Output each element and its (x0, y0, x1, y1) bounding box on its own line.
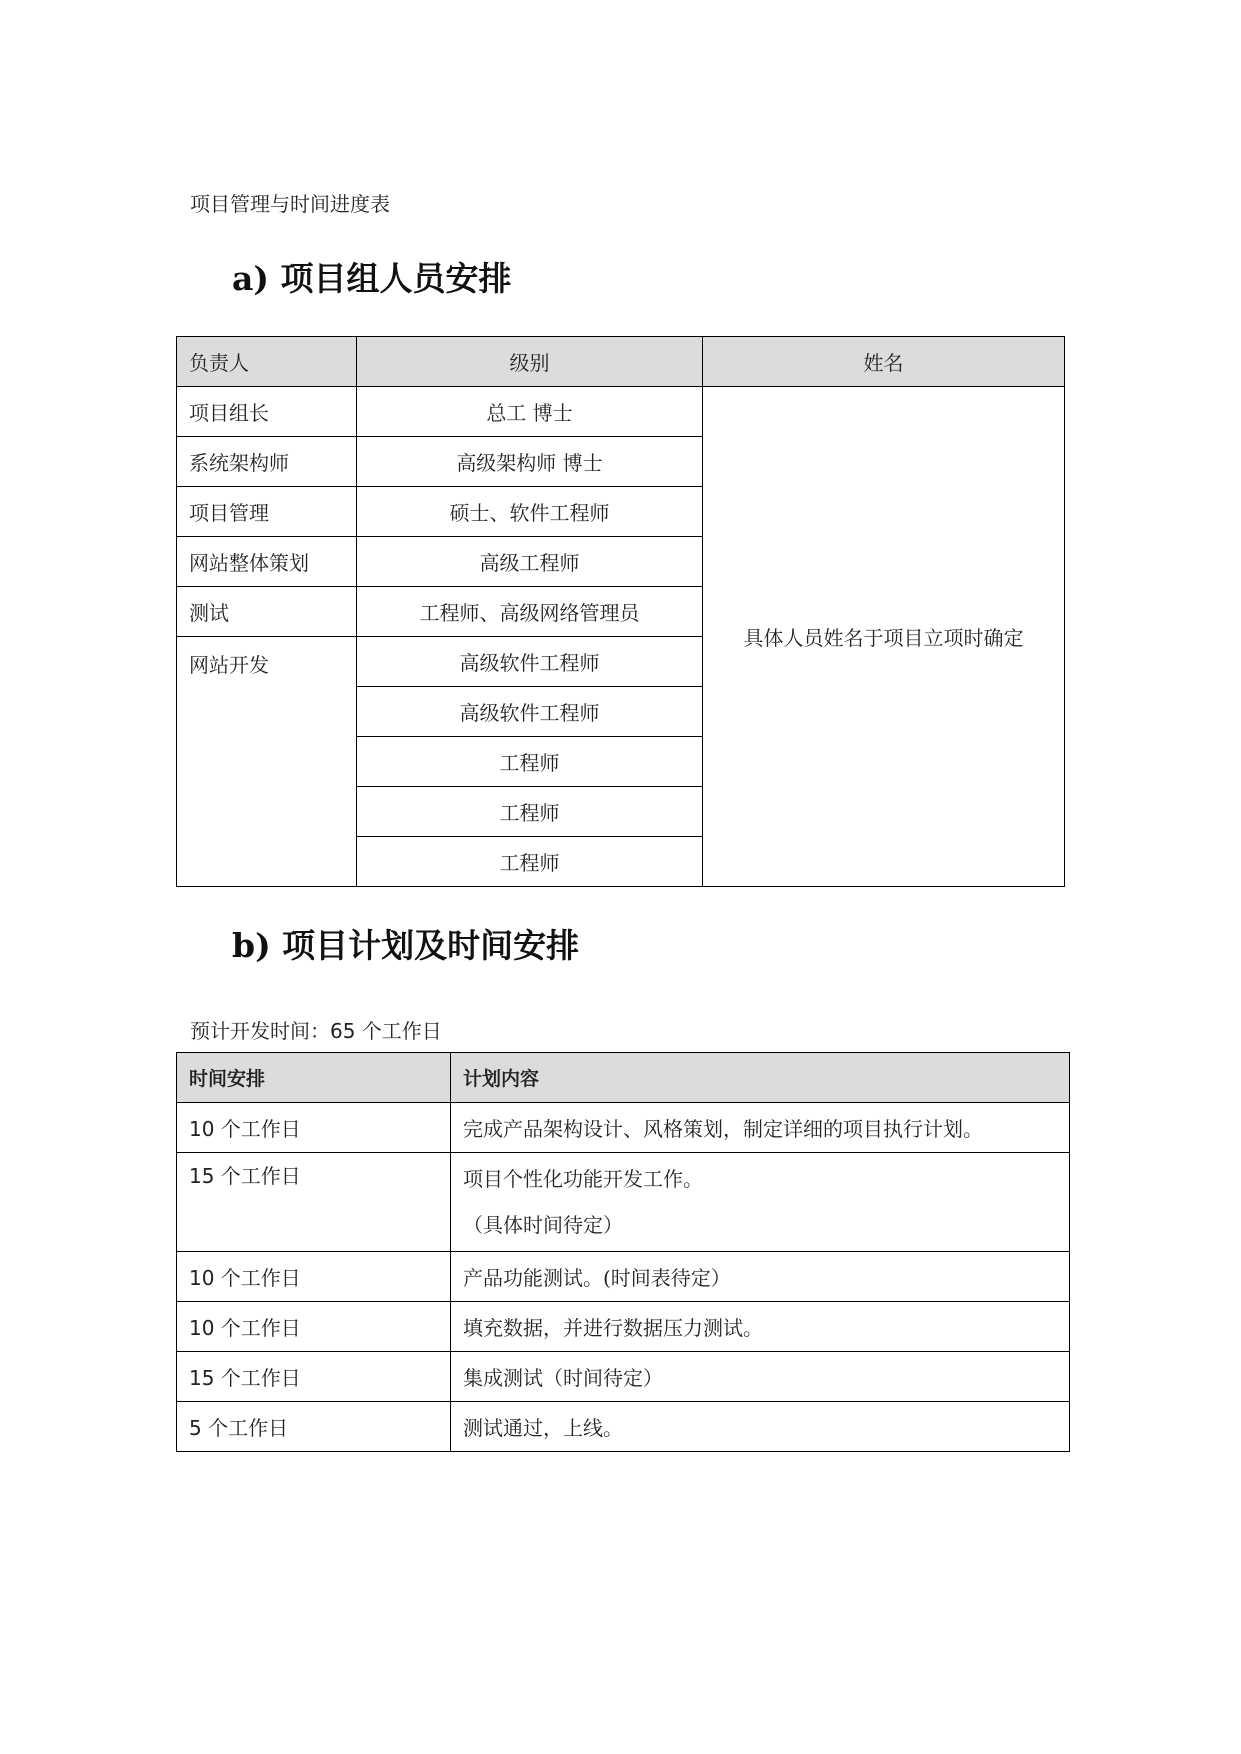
plan-table-header (177, 1053, 1070, 1103)
dev-time-label: 预计开发时间： (190, 1019, 330, 1043)
content-cell: 完成产品架构设计、风格策划，制定详细的项目执行计划。 (451, 1103, 1070, 1153)
role-cell: 项目组长 (177, 387, 357, 437)
role-cell: 系统架构师 (177, 437, 357, 487)
table-row (177, 1103, 1070, 1153)
days-cell (177, 1352, 451, 1402)
table-row (177, 1402, 1070, 1452)
level-cell: 总工 博士 (357, 387, 703, 437)
level-cell: 高级架构师 博士 (357, 437, 703, 487)
role-cell: 网站开发 (177, 637, 357, 887)
level-cell: 工程师 (357, 737, 703, 787)
days-number: 15 (189, 1366, 215, 1390)
dev-time-line (190, 1015, 442, 1044)
days-number: 10 (189, 1266, 215, 1290)
plan-table (176, 1052, 1070, 1452)
days-cell (177, 1402, 451, 1452)
level-cell: 工程师、高级网络管理员 (357, 587, 703, 637)
header-content: 计划内容 (451, 1053, 1070, 1103)
days-cell (177, 1153, 451, 1252)
level-cell: 硕士、软件工程师 (357, 487, 703, 537)
content-cell: 填充数据，并进行数据压力测试。 (451, 1302, 1070, 1352)
header-name: 姓名 (703, 337, 1065, 387)
days-number: 10 (189, 1117, 215, 1141)
content-line-note: （具体时间待定） (463, 1213, 623, 1237)
days-cell (177, 1103, 451, 1153)
days-cell (177, 1302, 451, 1352)
days-unit: 个工作日 (201, 1416, 289, 1440)
days-unit: 个工作日 (214, 1164, 301, 1188)
level-cell: 高级工程师 (357, 537, 703, 587)
document-heading: 项目管理与时间进度表 (190, 192, 390, 216)
days-unit: 个工作日 (214, 1316, 301, 1340)
header-role: 负责人 (177, 337, 357, 387)
table-row (177, 1352, 1070, 1402)
header-schedule: 时间安排 (177, 1053, 451, 1103)
header-level: 级别 (357, 337, 703, 387)
content-cell: 产品功能测试。(时间表待定） (451, 1252, 1070, 1302)
role-cell: 测试 (177, 587, 357, 637)
table-row (177, 387, 1065, 437)
role-cell: 项目管理 (177, 487, 357, 537)
content-cell: 集成测试（时间待定） (451, 1352, 1070, 1402)
level-cell: 工程师 (357, 787, 703, 837)
table-row (177, 1252, 1070, 1302)
role-cell: 网站整体策划 (177, 537, 357, 587)
table-row (177, 1302, 1070, 1352)
staff-table-header (177, 337, 1065, 387)
content-cell: 测试通过，上线。 (451, 1402, 1070, 1452)
content-line: 项目个性化功能开发工作。 (463, 1167, 703, 1191)
content-cell (451, 1153, 1070, 1252)
names-note-cell: 具体人员姓名于项目立项时确定 (703, 387, 1065, 887)
table-row (177, 1153, 1070, 1252)
level-cell: 高级软件工程师 (357, 637, 703, 687)
level-cell: 工程师 (357, 837, 703, 887)
days-number: 10 (189, 1316, 215, 1340)
days-unit: 个工作日 (214, 1366, 301, 1390)
days-unit: 个工作日 (214, 1117, 301, 1141)
days-cell (177, 1252, 451, 1302)
staff-table (176, 336, 1065, 887)
section-title-staff: a) 项目组人员安排 (232, 259, 512, 298)
dev-time-number: 65 (330, 1019, 356, 1043)
level-cell: 高级软件工程师 (357, 687, 703, 737)
days-number: 5 (189, 1416, 202, 1440)
days-number: 15 (189, 1164, 215, 1188)
dev-time-unit: 个工作日 (355, 1019, 442, 1043)
days-unit: 个工作日 (214, 1266, 301, 1290)
section-title-plan: b) 项目计划及时间安排 (232, 926, 580, 965)
